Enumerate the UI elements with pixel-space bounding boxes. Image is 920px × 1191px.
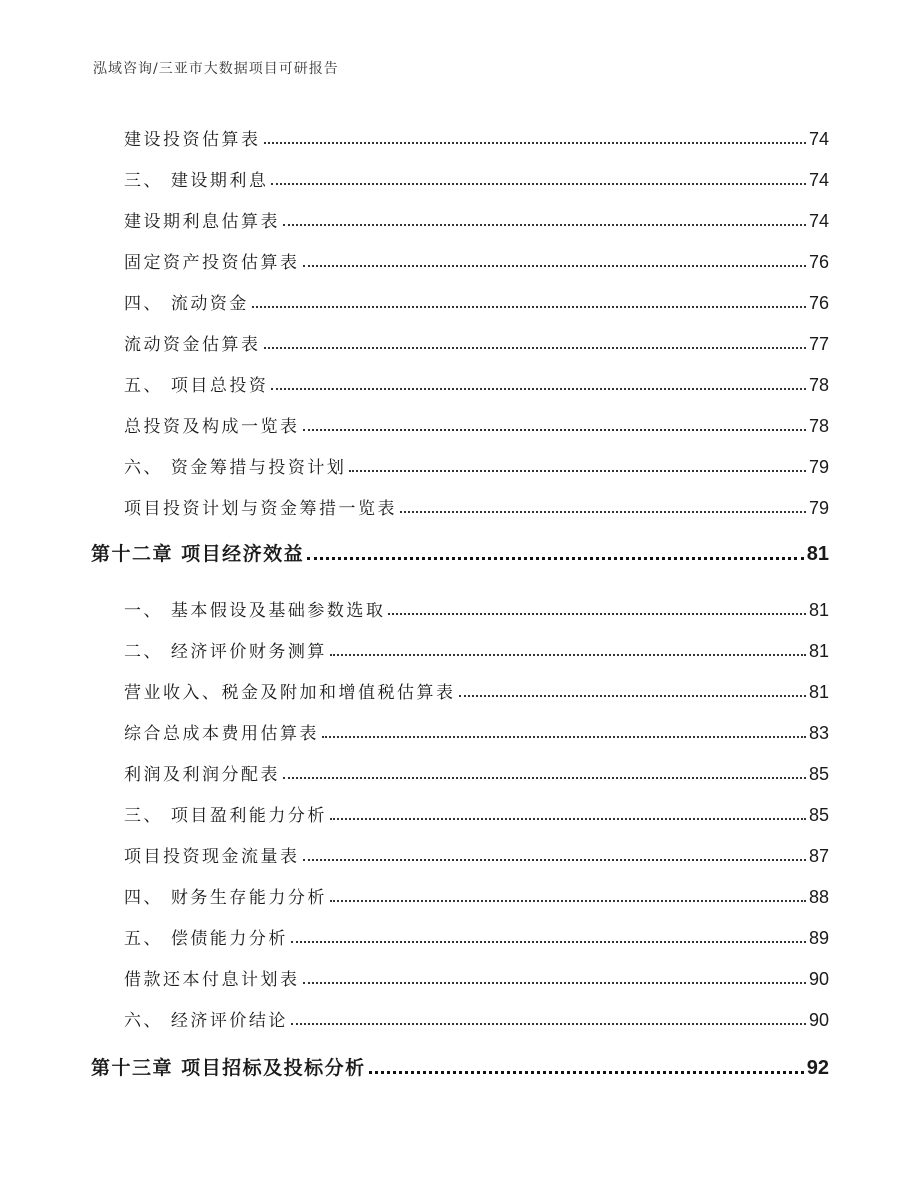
toc-section-entry[interactable] — [0, 593, 920, 621]
toc-page-number: 81 — [808, 600, 829, 620]
toc-entry-title: 建设期利息估算表 — [124, 212, 280, 232]
toc-dot-leader — [271, 388, 806, 390]
header-rule — [90, 88, 830, 89]
toc-section-entry[interactable] — [0, 204, 920, 232]
toc-section-entry[interactable] — [0, 286, 920, 314]
toc-dot-leader — [330, 900, 806, 902]
toc-dot-leader — [264, 347, 806, 349]
toc-dot-leader — [330, 654, 806, 656]
toc-entry-title: 综合总成本费用估算表 — [124, 724, 319, 744]
toc-entry-title: 建设投资估算表 — [124, 130, 261, 150]
toc-section-entry[interactable] — [0, 839, 920, 867]
toc-page-number: 79 — [808, 457, 829, 477]
toc-section-entry[interactable] — [0, 880, 920, 908]
toc-page-number: 76 — [808, 252, 829, 272]
toc-entry-title: 四、 流动资金 — [124, 294, 249, 314]
toc-entry-title: 第十三章 项目招标及投标分析 — [91, 1057, 366, 1079]
toc-entry-title: 流动资金估算表 — [124, 335, 261, 355]
toc-page-number: 81 — [808, 682, 829, 702]
toc-dot-leader — [303, 429, 806, 431]
toc-dot-leader — [291, 941, 806, 943]
toc-section-entry[interactable] — [0, 962, 920, 990]
toc-dot-leader — [303, 265, 806, 267]
toc-section-entry[interactable] — [0, 327, 920, 355]
toc-section-entry[interactable] — [0, 368, 920, 396]
toc-section-entry[interactable] — [0, 409, 920, 437]
toc-dot-leader — [400, 511, 806, 513]
toc-page-number: 79 — [808, 498, 829, 518]
toc-entry-title: 二、 经济评价财务测算 — [124, 642, 327, 662]
toc-dot-leader — [291, 1023, 806, 1025]
toc-entry-title: 六、 资金筹措与投资计划 — [124, 458, 347, 478]
toc-entry-title: 三、 项目盈利能力分析 — [124, 806, 327, 826]
toc-entry-title: 六、 经济评价结论 — [124, 1011, 288, 1031]
toc-dot-leader — [459, 695, 806, 697]
toc-page-number: 87 — [808, 846, 829, 866]
toc-page-number: 88 — [808, 887, 829, 907]
toc-section-entry[interactable] — [0, 163, 920, 191]
toc-entry-title: 五、 项目总投资 — [124, 376, 269, 396]
toc-page-number: 78 — [808, 416, 829, 436]
toc-entry-title: 项目投资计划与资金筹措一览表 — [124, 499, 397, 519]
toc-entry-title: 一、 基本假设及基础参数选取 — [124, 601, 386, 621]
toc-page-number: 77 — [808, 334, 829, 354]
toc-section-entry[interactable] — [0, 921, 920, 949]
toc-dot-leader — [283, 224, 806, 226]
toc-page-number: 74 — [808, 129, 829, 149]
toc-page-number: 74 — [808, 170, 829, 190]
toc-entry-title: 四、 财务生存能力分析 — [124, 888, 327, 908]
toc-dot-leader — [307, 557, 804, 560]
toc-section-entry[interactable] — [0, 450, 920, 478]
toc-entry-title: 固定资产投资估算表 — [124, 253, 300, 273]
toc-dot-leader — [264, 142, 806, 144]
toc-page-number: 90 — [808, 1010, 829, 1030]
toc-chapter-entry[interactable] — [0, 1052, 920, 1080]
toc-dot-leader — [252, 306, 806, 308]
toc-section-entry[interactable] — [0, 798, 920, 826]
toc-dot-leader — [303, 982, 806, 984]
toc-dot-leader — [388, 613, 806, 615]
toc-page-number: 89 — [808, 928, 829, 948]
running-header: 泓域咨询/三亚市大数据项目可研报告 — [93, 61, 339, 77]
toc-section-entry[interactable] — [0, 716, 920, 744]
toc-page-number: 85 — [808, 805, 829, 825]
toc-entry-title: 三、 建设期利息 — [124, 171, 269, 191]
toc-section-entry[interactable] — [0, 245, 920, 273]
toc-dot-leader — [271, 183, 806, 185]
toc-entry-title: 营业收入、税金及附加和增值税估算表 — [124, 683, 456, 703]
toc-section-entry[interactable] — [0, 122, 920, 150]
toc-page-number: 92 — [806, 1057, 829, 1079]
toc-page-number: 83 — [808, 723, 829, 743]
toc-section-entry[interactable] — [0, 675, 920, 703]
toc-page-number: 76 — [808, 293, 829, 313]
toc-page-number: 85 — [808, 764, 829, 784]
toc-page-number: 74 — [808, 211, 829, 231]
toc-section-entry[interactable] — [0, 491, 920, 519]
toc-entry-title: 第十二章 项目经济效益 — [91, 543, 305, 565]
toc-dot-leader — [330, 818, 806, 820]
toc-section-entry[interactable] — [0, 634, 920, 662]
toc-page-number: 81 — [808, 641, 829, 661]
toc-entry-title: 利润及利润分配表 — [124, 765, 280, 785]
toc-entry-title: 借款还本付息计划表 — [124, 970, 300, 990]
toc-section-entry[interactable] — [0, 757, 920, 785]
toc-entry-title: 总投资及构成一览表 — [124, 417, 300, 437]
toc-entry-title: 五、 偿债能力分析 — [124, 929, 288, 949]
toc-entry-title: 项目投资现金流量表 — [124, 847, 300, 867]
toc-section-entry[interactable] — [0, 1003, 920, 1031]
toc-page-number: 90 — [808, 969, 829, 989]
toc-page-number: 78 — [808, 375, 829, 395]
toc-dot-leader — [322, 736, 806, 738]
toc-dot-leader — [369, 1071, 804, 1074]
toc-dot-leader — [283, 777, 806, 779]
toc-chapter-entry[interactable] — [0, 538, 920, 566]
toc-dot-leader — [303, 859, 806, 861]
toc-dot-leader — [349, 470, 806, 472]
toc-page-number: 81 — [806, 543, 829, 565]
